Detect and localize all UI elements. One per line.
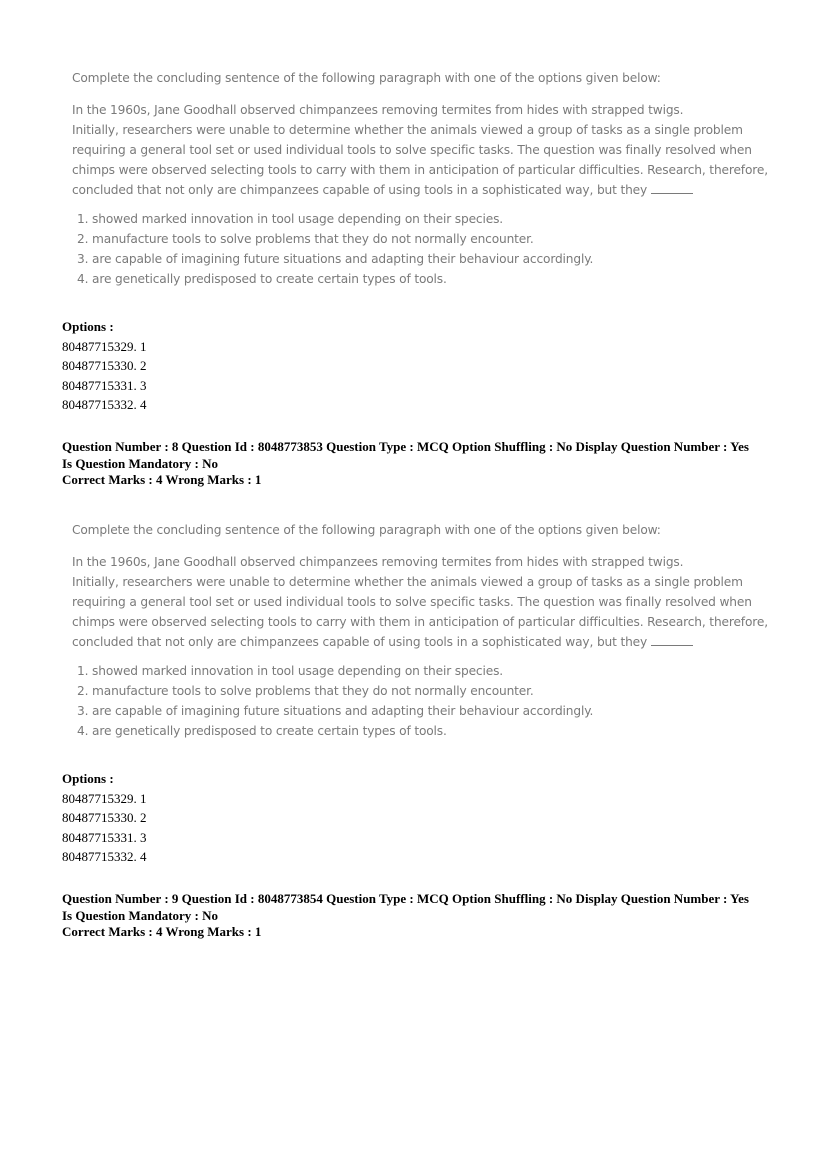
question-meta-line: Question Number : 8 Question Id : 8048773853 Question Type : MCQ Option Shuffling : No Display Question Number : Yes (62, 439, 749, 454)
option-item: 80487715331. 3 (62, 829, 147, 845)
options-header: Options : (62, 319, 114, 334)
paragraph-line-last (72, 632, 772, 652)
paragraph-line: concluded that not only are chimpanzees capable of using tools in a sophisticated way, but they (72, 635, 648, 649)
paragraph-line: chimps were observed selecting tools to carry with them in anticipation of particular difficulties. Research, therefore, (72, 163, 768, 177)
question-meta-line: Is Question Mandatory : No (62, 907, 219, 923)
paragraph-line: Initially, researchers were unable to determine whether the animals viewed a group of tasks as a single problem (72, 123, 743, 137)
choice-item: 3. are capable of imagining future situations and adapting their behaviour accordingly. (77, 704, 594, 718)
question-meta (62, 439, 782, 489)
question-meta-line: Question Number : 9 Question Id : 8048773854 Question Type : MCQ Option Shuffling : No Display Question Number : Yes (62, 891, 749, 906)
question-choices (77, 661, 772, 741)
choice-item: 1. showed marked innovation in tool usage depending on their species. (77, 664, 503, 678)
paragraph-line: In the 1960s, Jane Goodhall observed chimpanzees removing termites from hides with strapped twigs. (72, 555, 684, 569)
option-item: 80487715330. 2 (62, 358, 147, 374)
paragraph-line: chimps were observed selecting tools to carry with them in anticipation of particular difficulties. Research, therefore, (72, 615, 768, 629)
choice-item: 4. are genetically predisposed to create certain types of tools. (77, 272, 447, 286)
options-list (62, 769, 147, 867)
question-meta-line: Is Question Mandatory : No (62, 455, 219, 471)
choice-item: 1. showed marked innovation in tool usage depending on their species. (77, 212, 503, 226)
choice-item: 3. are capable of imagining future situations and adapting their behaviour accordingly. (77, 252, 594, 266)
choice-item: 2. manufacture tools to solve problems that they do not normally encounter. (77, 232, 534, 246)
options-list (62, 317, 147, 415)
question-meta-line: Correct Marks : 4 Wrong Marks : 1 (62, 472, 262, 487)
paragraph-line: In the 1960s, Jane Goodhall observed chimpanzees removing termites from hides with strapped twigs. (72, 103, 684, 117)
option-item: 80487715329. 1 (62, 338, 147, 354)
answer-blank (651, 183, 693, 194)
question-image (72, 69, 772, 289)
choice-item: 2. manufacture tools to solve problems that they do not normally encounter. (77, 684, 534, 698)
question-image (72, 521, 772, 741)
option-item: 80487715329. 1 (62, 790, 147, 806)
paragraph-line: concluded that not only are chimpanzees capable of using tools in a sophisticated way, but they (72, 183, 648, 197)
question-meta-line: Correct Marks : 4 Wrong Marks : 1 (62, 924, 262, 939)
answer-blank (651, 635, 693, 646)
question-instruction: Complete the concluding sentence of the following paragraph with one of the options given below: (72, 71, 661, 85)
option-item: 80487715332. 4 (62, 849, 147, 865)
choice-item: 4. are genetically predisposed to create certain types of tools. (77, 724, 447, 738)
paragraph-line: requiring a general tool set or used individual tools to solve specific tasks. The question was finally resolved when (72, 595, 752, 609)
question-paragraph (72, 552, 772, 652)
option-item: 80487715330. 2 (62, 810, 147, 826)
question-choices (77, 209, 772, 289)
question-instruction: Complete the concluding sentence of the following paragraph with one of the options given below: (72, 523, 661, 537)
option-item: 80487715332. 4 (62, 397, 147, 413)
question-meta (62, 891, 782, 941)
paragraph-line: Initially, researchers were unable to determine whether the animals viewed a group of tasks as a single problem (72, 575, 743, 589)
option-item: 80487715331. 3 (62, 377, 147, 393)
question-paragraph (72, 100, 772, 200)
paragraph-line-last (72, 180, 772, 200)
options-header: Options : (62, 771, 114, 786)
paragraph-line: requiring a general tool set or used individual tools to solve specific tasks. The question was finally resolved when (72, 143, 752, 157)
